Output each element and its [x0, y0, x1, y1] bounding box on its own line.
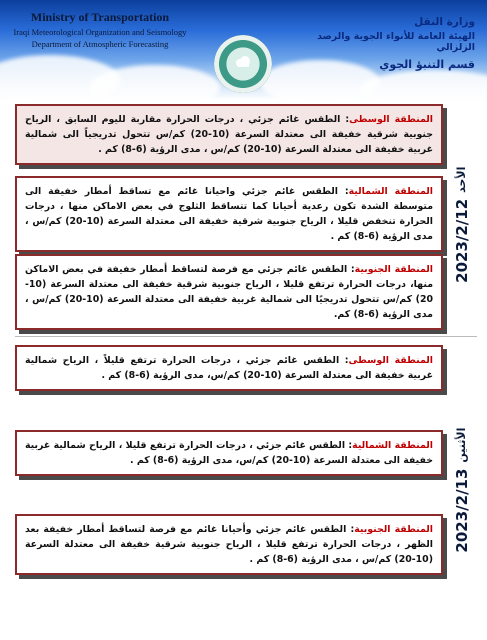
forecast-card-central-day1: [15, 104, 443, 165]
region-name: المنطقة الشمالية: [348, 186, 433, 197]
forecast-text: [17, 178, 441, 250]
forecast-text: [17, 256, 441, 328]
arabic-title-block: [305, 16, 475, 71]
forecast-text: [17, 432, 441, 474]
region-name: المنطقة الشمالية: [352, 440, 433, 451]
forecast-text: [17, 516, 441, 573]
ministry-title-en: Ministry of Transportation: [30, 10, 170, 24]
forecast-card-south-day2: [15, 514, 443, 575]
region-name: المنطقة الوسطى: [348, 355, 433, 366]
region-name: المنطقة الجنوبية: [354, 264, 433, 275]
forecast-body: : الطقس غائم جزئي واحيانا غائم مع تساقط أمطار خفيفة الى متوسطة الشدة تكون رعدية أحيانا كما تتساقط الثلوج في بعض الاماكن منها ، درجات الحرارة تنخفض قليلا ، الرياح جنوبية شرقية خفيفة الى معتدلة السرعة (10-20) كم/س ، مدى الرؤية (6-8) كم .: [25, 186, 433, 242]
forecast-date: 2023/2/12: [452, 198, 471, 283]
day2-label: [445, 350, 477, 620]
cloud-icon: [233, 52, 253, 72]
forecast-body: : الطقس غائم جزئي مع فرصة لتساقط أمطار خفيفة في بعض الاماكن منها، درجات الحرارة ترتفع قليلا ، الرياح جنوبية شرقية خفيفة الى معتدلة السرعة (10-20) كم/س تتحول تدريجيًا الى شمالية غربية خفيفة الى معتدلة السرعة (10-20) كم/س ، مدى الرؤية (6-8) كم.: [25, 264, 433, 320]
department-name-en: Department of Atmospheric Forecasting: [31, 39, 169, 49]
organization-name-ar: الهيئة العامة للأنواء الجوية والرصد الزلزالي: [317, 31, 475, 53]
day-divider: [15, 336, 477, 337]
forecast-date: 2023/2/13: [452, 468, 471, 553]
forecast-body: : الطقس غائم جزئي ، درجات الحرارة ترتفع قليلا ، الرياح شمالية غربية خفيفة الى معتدلة السرعة (10-20) كم/س، مدى الرؤية (6-8) كم .: [25, 440, 433, 466]
region-name: المنطقة الوسطى: [349, 114, 433, 125]
forecast-body: : الطقس غائم جزئي ، درجات الحرارة ترتفع قليلاً ، الرياح شمالية غربية خفيفة الى معتدلة السرعة (10-20) كم/س، مدى الرؤية (6-8) كم .: [25, 355, 433, 381]
forecast-body: : الطقس غائم جزئي وأحيانا غائم مع فرصة لتساقط أمطار خفيفة بعد الظهر ، درجات الحرارة ترتفع قليلا ، الرياح جنوبية شرقية خفيفة الى معتدلة السرعة (10-20) كم/س ، مدى الرؤية (6-8) كم .: [25, 524, 433, 565]
day-name: الأثنين: [454, 427, 468, 463]
header-banner: [0, 0, 487, 100]
forecast-card-central-day2: [15, 345, 443, 391]
forecast-card-south-day1: [15, 254, 443, 330]
day-name: الأحد: [454, 167, 468, 194]
region-name: المنطقة الجنوبية: [354, 524, 433, 535]
forecast-text: [17, 347, 441, 389]
day1-label: [445, 110, 477, 330]
forecast-text: [17, 106, 441, 163]
forecast-card-north-day2: [15, 430, 443, 476]
forecast-body: : الطقس غائم جزئي ، درجات الحرارة مقاربة لليوم السابق ، الرياح جنوبية شرقية خفيفة الى معتدلة السرعة (10-20) كم/س تتحول تدريجياً الى شمالية غربية خفيفة الى معتدلة السرعة (10-20) كم/س ، مدى الرؤية (6-8) كم .: [25, 114, 433, 155]
ministry-title-ar: وزارة النقل: [414, 16, 475, 28]
forecast-card-north-day1: [15, 176, 443, 252]
organization-logo: [214, 35, 272, 93]
organization-name-en: Iraqi Meteorological Organization and Seismology: [13, 27, 187, 37]
department-name-ar: قسم التنبؤ الجوي: [379, 58, 475, 71]
english-title-block: [10, 10, 190, 49]
